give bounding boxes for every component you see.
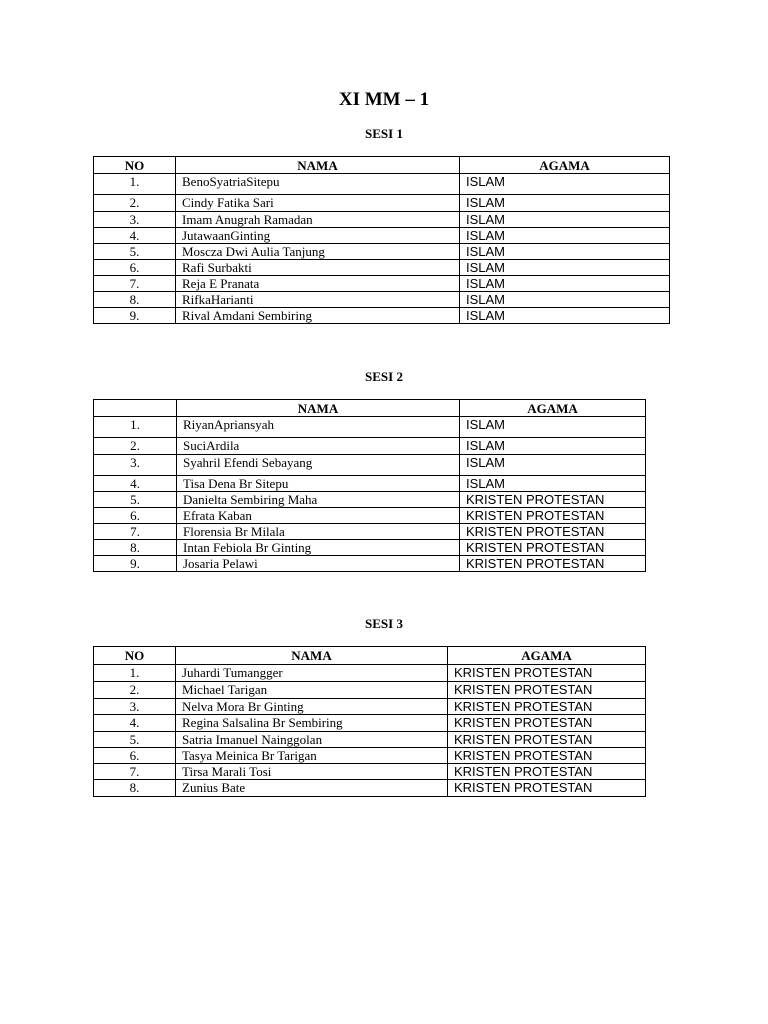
table-row — [94, 540, 646, 556]
cell-no: 9. — [94, 308, 176, 324]
table-row — [94, 276, 670, 292]
cell-no: 1. — [94, 174, 176, 195]
table-row — [94, 308, 670, 324]
cell-agama: KRISTEN PROTESTAN — [448, 682, 646, 699]
cell-agama: ISLAM — [460, 276, 670, 292]
table-row — [94, 476, 646, 492]
cell-nama: Tirsa Marali Tosi — [176, 764, 448, 780]
cell-agama: KRISTEN PROTESTAN — [448, 715, 646, 732]
cell-no: 5. — [94, 492, 177, 508]
cell-nama: Zunius Bate — [176, 780, 448, 797]
cell-no: 8. — [94, 780, 176, 797]
cell-no: 2. — [94, 682, 176, 699]
table-row — [94, 556, 646, 572]
student-table — [93, 646, 646, 797]
cell-nama: Nelva Mora Br Ginting — [176, 699, 448, 715]
cell-agama: ISLAM — [460, 174, 670, 195]
page-title: XI MM – 1 — [338, 89, 430, 110]
table-row — [94, 492, 646, 508]
table-row — [94, 780, 646, 797]
cell-no: 6. — [94, 260, 176, 276]
session-heading: SESI 3 — [365, 616, 403, 631]
session-heading: SESI 1 — [365, 126, 403, 141]
cell-nama: Florensia Br Milala — [177, 524, 460, 540]
cell-nama: SuciArdila — [177, 438, 460, 455]
cell-agama: KRISTEN PROTESTAN — [448, 748, 646, 764]
cell-no: 1. — [94, 417, 177, 438]
table-header-row — [94, 647, 646, 665]
cell-no: 3. — [94, 455, 177, 476]
table-row — [94, 212, 670, 228]
cell-agama: ISLAM — [460, 308, 670, 324]
cell-agama: KRISTEN PROTESTAN — [448, 764, 646, 780]
cell-nama: BenoSyatriaSitepu — [176, 174, 460, 195]
cell-agama: ISLAM — [460, 455, 646, 476]
cell-nama: Moscza Dwi Aulia Tanjung — [176, 244, 460, 260]
table-row — [94, 524, 646, 540]
cell-nama: Syahril Efendi Sebayang — [177, 455, 460, 476]
column-header-nama: NAMA — [176, 157, 460, 174]
cell-agama: ISLAM — [460, 212, 670, 228]
cell-no: 3. — [94, 699, 176, 715]
cell-nama: Imam Anugrah Ramadan — [176, 212, 460, 228]
table-header-row — [94, 157, 670, 174]
cell-nama: Intan Febiola Br Ginting — [177, 540, 460, 556]
table-row — [94, 699, 646, 715]
cell-no: 7. — [94, 276, 176, 292]
cell-agama: KRISTEN PROTESTAN — [460, 524, 646, 540]
column-header-agama: AGAMA — [460, 400, 646, 417]
column-header-no — [94, 400, 177, 417]
table-row — [94, 508, 646, 524]
cell-nama: JutawaanGinting — [176, 228, 460, 244]
cell-agama: ISLAM — [460, 260, 670, 276]
cell-agama: ISLAM — [460, 292, 670, 308]
cell-nama: Regina Salsalina Br Sembiring — [176, 715, 448, 732]
cell-agama: ISLAM — [460, 244, 670, 260]
column-header-nama: NAMA — [177, 400, 460, 417]
student-table — [93, 399, 646, 572]
cell-agama: KRISTEN PROTESTAN — [448, 732, 646, 748]
table-row — [94, 748, 646, 764]
table-row — [94, 764, 646, 780]
cell-nama: Danielta Sembiring Maha — [177, 492, 460, 508]
column-header-no: NO — [94, 157, 176, 174]
cell-no: 8. — [94, 540, 177, 556]
cell-no: 8. — [94, 292, 176, 308]
cell-nama: Rival Amdani Sembiring — [176, 308, 460, 324]
session-heading: SESI 2 — [365, 369, 403, 384]
cell-no: 6. — [94, 508, 177, 524]
cell-no: 2. — [94, 195, 176, 212]
cell-nama: RiyanApriansyah — [177, 417, 460, 438]
table-row — [94, 455, 646, 476]
cell-no: 4. — [94, 228, 176, 244]
cell-no: 4. — [94, 476, 177, 492]
table-row — [94, 417, 646, 438]
cell-nama: Rafi Surbakti — [176, 260, 460, 276]
cell-no: 4. — [94, 715, 176, 732]
cell-nama: Tasya Meinica Br Tarigan — [176, 748, 448, 764]
column-header-nama: NAMA — [176, 647, 448, 665]
cell-no: 9. — [94, 556, 177, 572]
student-table — [93, 156, 670, 324]
cell-no: 6. — [94, 748, 176, 764]
cell-agama: KRISTEN PROTESTAN — [448, 780, 646, 797]
cell-agama: ISLAM — [460, 417, 646, 438]
table-header-row — [94, 400, 646, 417]
cell-no: 7. — [94, 524, 177, 540]
table-row — [94, 228, 670, 244]
table-row — [94, 174, 670, 195]
cell-agama: ISLAM — [460, 476, 646, 492]
cell-no: 1. — [94, 665, 176, 682]
cell-agama: KRISTEN PROTESTAN — [460, 556, 646, 572]
cell-no: 3. — [94, 212, 176, 228]
cell-nama: Satria Imanuel Nainggolan — [176, 732, 448, 748]
cell-agama: KRISTEN PROTESTAN — [460, 492, 646, 508]
cell-agama: ISLAM — [460, 195, 670, 212]
cell-agama: ISLAM — [460, 228, 670, 244]
table-row — [94, 732, 646, 748]
cell-agama: KRISTEN PROTESTAN — [448, 699, 646, 715]
cell-nama: RifkaHarianti — [176, 292, 460, 308]
column-header-no: NO — [94, 647, 176, 665]
column-header-agama: AGAMA — [460, 157, 670, 174]
cell-no: 5. — [94, 244, 176, 260]
table-row — [94, 438, 646, 455]
cell-no: 5. — [94, 732, 176, 748]
table-row — [94, 715, 646, 732]
cell-agama: KRISTEN PROTESTAN — [460, 540, 646, 556]
cell-nama: Reja E Pranata — [176, 276, 460, 292]
cell-nama: Tisa Dena Br Sitepu — [177, 476, 460, 492]
cell-agama: KRISTEN PROTESTAN — [460, 508, 646, 524]
cell-no: 7. — [94, 764, 176, 780]
cell-no: 2. — [94, 438, 177, 455]
column-header-agama: AGAMA — [448, 647, 646, 665]
cell-nama: Michael Tarigan — [176, 682, 448, 699]
cell-nama: Efrata Kaban — [177, 508, 460, 524]
table-row — [94, 195, 670, 212]
table-row — [94, 665, 646, 682]
table-row — [94, 292, 670, 308]
table-row — [94, 682, 646, 699]
cell-nama: Josaria Pelawi — [177, 556, 460, 572]
table-row — [94, 260, 670, 276]
cell-agama: ISLAM — [460, 438, 646, 455]
cell-nama: Cindy Fatika Sari — [176, 195, 460, 212]
table-row — [94, 244, 670, 260]
cell-nama: Juhardi Tumangger — [176, 665, 448, 682]
cell-agama: KRISTEN PROTESTAN — [448, 665, 646, 682]
